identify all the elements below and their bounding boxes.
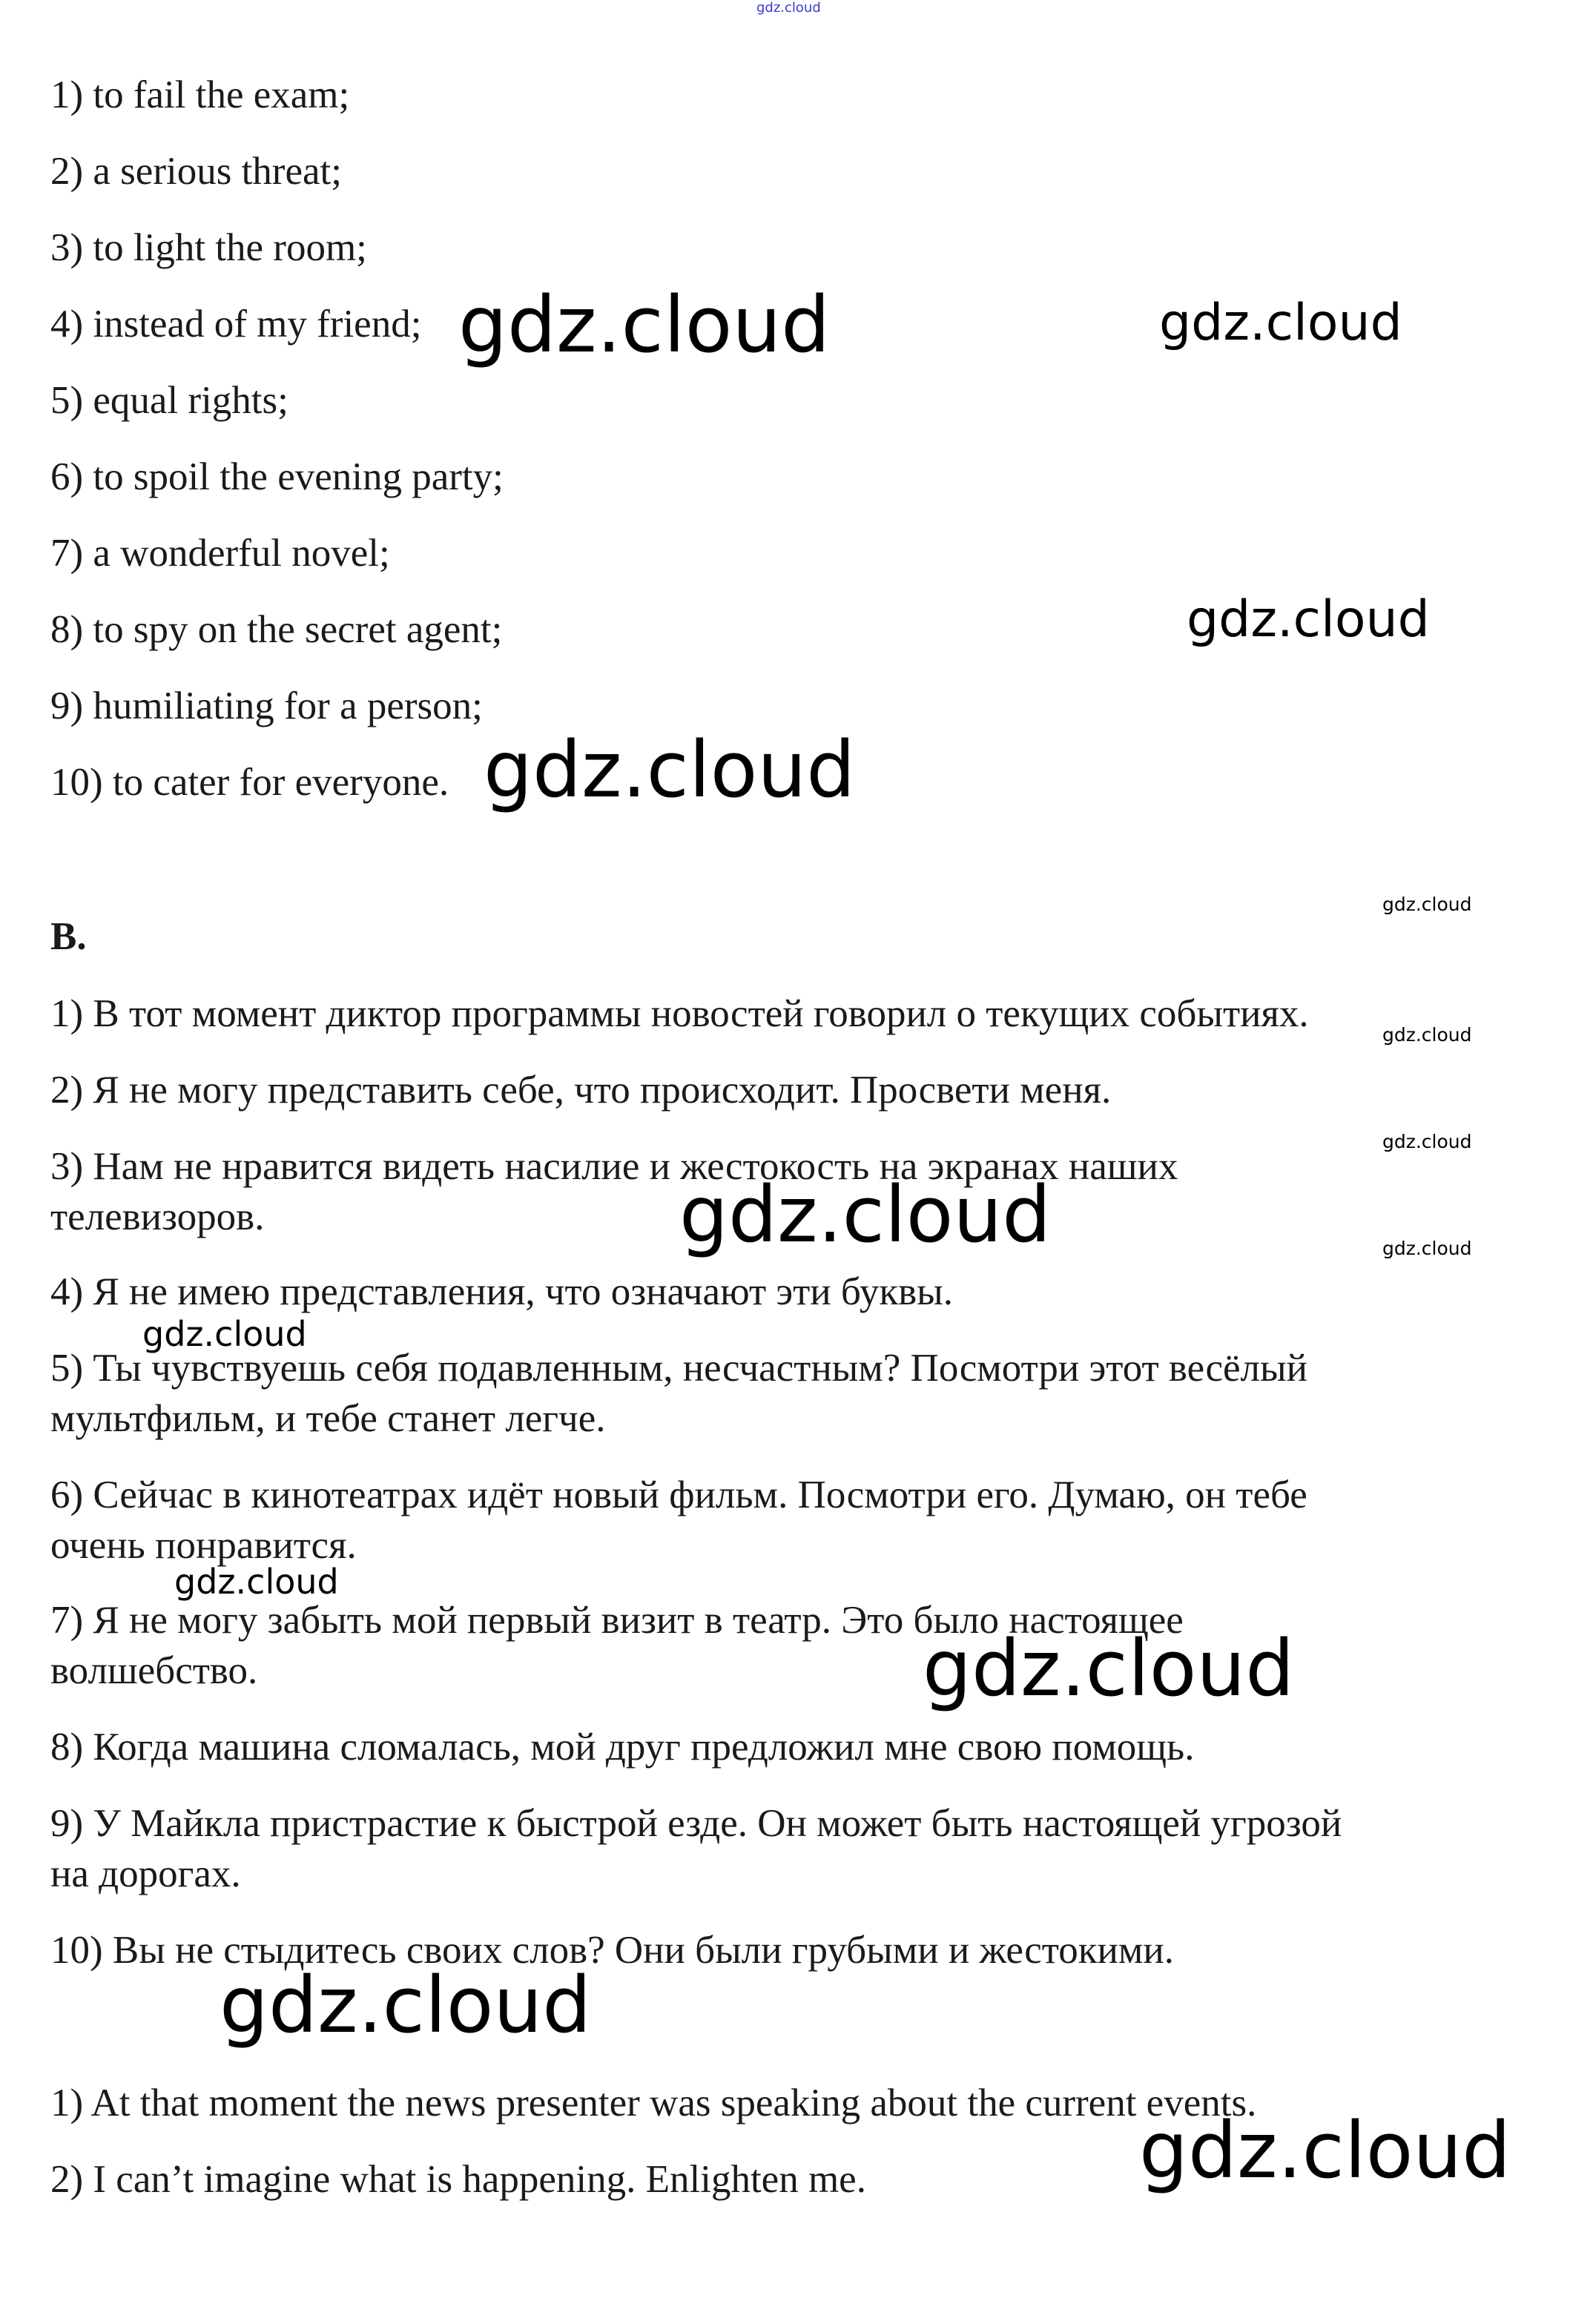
list-item: 5) equal rights; [50, 379, 288, 422]
watermark: gdz.cloud [923, 1623, 1295, 1714]
list-item: 10) Вы не стыдитесь своих слов? Они были грубыми и жестокими. [50, 1929, 1174, 1972]
list-item: 8) Когда машина сломалась, мой друг предложил мне свою помощь. [50, 1726, 1195, 1769]
watermark: gdz.cloud [142, 1314, 307, 1354]
list-item: 2) I can’t imagine what is happening. Enlighten me. [50, 2158, 866, 2201]
watermark: gdz.cloud [458, 280, 831, 370]
list-item: 2) Я не могу представить себе, что происходит. Просвети меня. [50, 1069, 1112, 1112]
list-item: 7) a wonderful novel; [50, 532, 390, 575]
watermark: gdz.cloud [484, 724, 856, 815]
watermark: gdz.cloud [1382, 1024, 1472, 1046]
watermark: gdz.cloud [1382, 1131, 1472, 1152]
list-item: 2) a serious threat; [50, 150, 342, 193]
list-item-continuation: волшебство. [50, 1649, 258, 1692]
section-b-heading: B. [50, 915, 87, 958]
list-item: 4) Я не имею представления, что означают эти буквы. [50, 1270, 953, 1313]
watermark: gdz.cloud [679, 1169, 1052, 1260]
list-item: 3) Нам не нравится видеть насилие и жестокость на экранах наших [50, 1145, 1178, 1188]
list-item: 6) to spoil the evening party; [50, 455, 504, 498]
list-item-continuation: телевизоров. [50, 1195, 265, 1238]
watermark: gdz.cloud [1139, 2105, 1511, 2196]
watermark: gdz.cloud [220, 1960, 592, 2050]
watermark: gdz.cloud [174, 1562, 339, 1602]
list-item: 1) At that moment the news presenter was speaking about the current events. [50, 2082, 1257, 2125]
list-item: 9) У Майкла пристрастие к быстрой езде. Он может быть настоящей угрозой [50, 1802, 1342, 1845]
list-item-continuation: мультфильм, и тебе станет легче. [50, 1397, 606, 1440]
list-item: 1) В тот момент диктор программы новостей говорил о текущих событиях. [50, 992, 1309, 1035]
watermark: gdz.cloud [1159, 294, 1402, 352]
list-item-continuation: очень понравится. [50, 1524, 357, 1567]
list-item: 3) to light the room; [50, 226, 367, 269]
list-item: 6) Сейчас в кинотеатрах идёт новый фильм. Посмотри его. Думаю, он тебе [50, 1473, 1307, 1516]
list-item: 4) instead of my friend; [50, 303, 422, 346]
list-item: 8) to spy on the secret agent; [50, 608, 503, 651]
list-item: 10) to cater for everyone. [50, 761, 449, 804]
list-item-continuation: на дорогах. [50, 1852, 241, 1895]
watermark: gdz.cloud [1187, 590, 1430, 649]
watermark: gdz.cloud [1382, 894, 1472, 915]
list-item: 5) Ты чувствуешь себя подавленным, несчастным? Посмотри этот весёлый [50, 1347, 1307, 1390]
list-item: 1) to fail the exam; [50, 73, 350, 116]
header-watermark: gdz.cloud [756, 0, 821, 16]
list-item: 7) Я не могу забыть мой первый визит в театр. Это было настоящее [50, 1599, 1184, 1642]
watermark: gdz.cloud [1382, 1238, 1472, 1259]
list-item: 9) humiliating for a person; [50, 684, 483, 727]
